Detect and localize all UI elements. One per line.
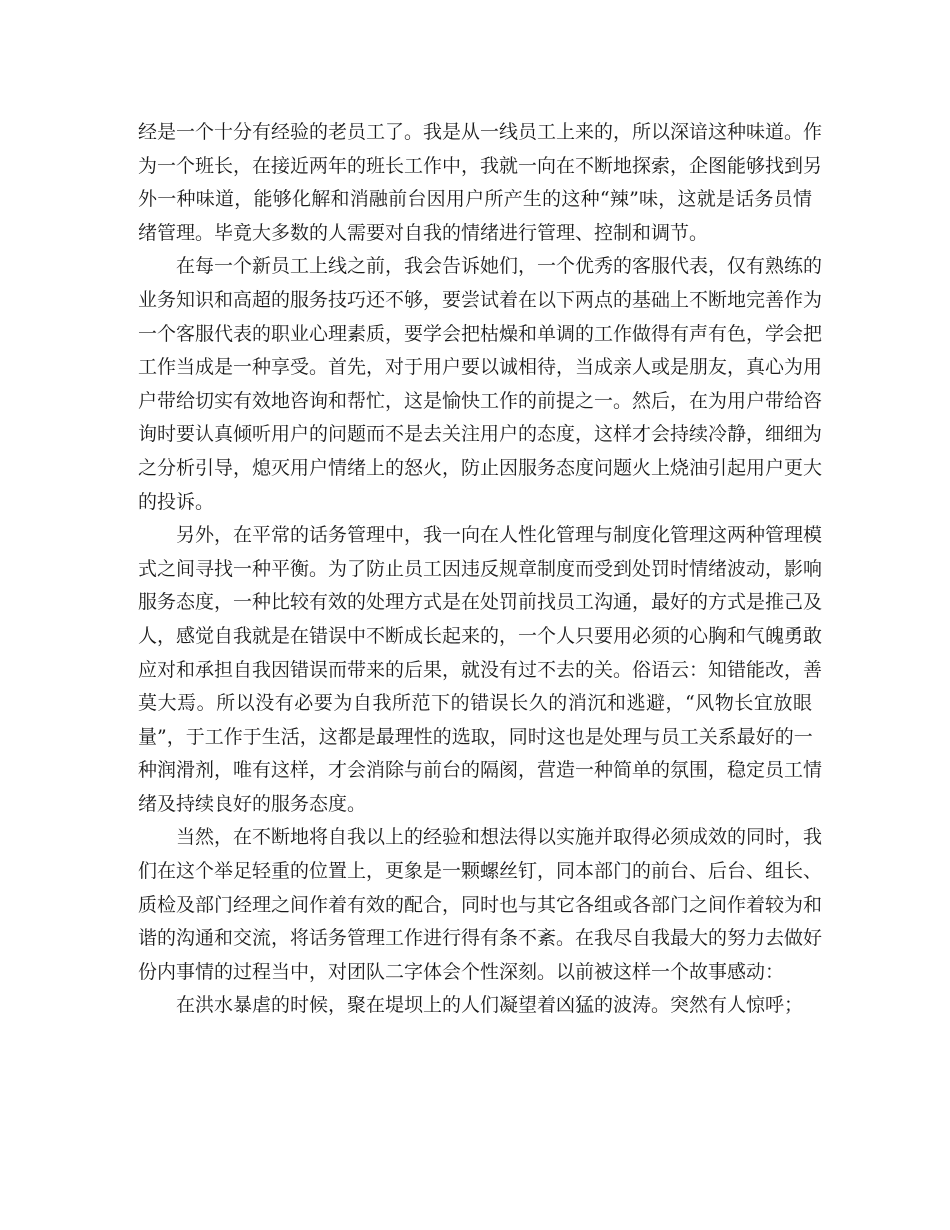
- text-line: 服务态度，一种比较有效的处理方式是在处罚前找员工沟通，最好的方式是推己及: [138, 591, 823, 614]
- text-line: 种润滑剂，唯有这样，才会消除与前台的隔阂，营造一种简单的氛围，稳定员工情: [138, 759, 823, 782]
- paragraph-4: [138, 821, 823, 989]
- text-line: 询时要认真倾听用户的问题而不是去关注用户的态度，这样才会持续冷静，细细为: [138, 423, 823, 446]
- paragraph-5: [138, 989, 812, 1023]
- text-line: 经是一个十分有经验的老员工了。我是从一线员工上来的，所以深谙这种味道。作: [138, 121, 823, 143]
- paragraph-3: [138, 519, 823, 821]
- text-line: 一个客服代表的职业心理素质，要学会把枯燥和单调的工作做得有声有色，学会把: [138, 322, 823, 345]
- document-body: [138, 116, 823, 1023]
- text-line: 的投诉。: [138, 490, 215, 513]
- text-line: 业务知识和高超的服务技巧还不够，要尝试着在以下两点的基础上不断地完善作为: [138, 288, 823, 311]
- text-line: 质检及部门经理之间作着有效的配合，同时也与其它各组或各部门之间作着较为和: [138, 893, 823, 916]
- text-line: 户带给切实有效地咨询和帮忙，这是愉快工作的前提之一。然后，在为用户带给咨: [138, 389, 823, 412]
- text-line: 为一个班长，在接近两年的班长工作中，我就一向在不断地探索，企图能够找到另: [138, 154, 823, 177]
- text-line: 式之间寻找一种平衡。为了防止员工因违反规章制度而受到处罚时情绪波动，影响: [138, 557, 823, 580]
- text-line: 莫大焉。所以没有必要为自我所范下的错误长久的消沉和逃避，“风物长宜放眼: [138, 692, 812, 715]
- text-line: 们在这个举足轻重的位置上，更象是一颗螺丝钉，同本部门的前台、后台、组长、: [138, 860, 823, 883]
- text-line: 当然，在不断地将自我以上的经验和想法得以实施并取得必须成效的同时，我: [176, 826, 823, 849]
- text-line: 量”，于工作于生活，这都是最理性的选取，同时这也是处理与员工关系最好的一: [138, 725, 813, 748]
- text-line: 份内事情的过程当中，对团队二字体会个性深刻。以前被这样一个故事感动：: [138, 960, 785, 983]
- paragraph-2: [138, 250, 823, 519]
- text-line: 在洪水暴虐的时候，聚在堤坝上的人们凝望着凶猛的波涛。突然有人惊呼；: [176, 994, 804, 1017]
- text-line: 人，感觉自我就是在错误中不断成长起来的，一个人只要用必须的心胸和气魄勇敢: [138, 624, 823, 647]
- text-line: 外一种味道，能够化解和消融前台因用户所产生的这种“辣”味，这就是话务员情: [138, 188, 812, 211]
- text-line: 工作当成是一种享受。首先，对于用户要以诚相待，当成亲人或是朋友，真心为用: [138, 356, 823, 379]
- text-line: 谐的沟通和交流，将话务管理工作进行得有条不紊。在我尽自我最大的努力去做好: [138, 927, 823, 950]
- paragraph-1: [138, 116, 823, 250]
- text-line: 之分析引导，熄灭用户情绪上的怒火，防止因服务态度问题火上烧油引起用户更大: [138, 456, 823, 479]
- text-line: 应对和承担自我因错误而带来的后果，就没有过不去的关。俗语云：知错能改，善: [138, 658, 823, 681]
- text-line: 另外，在平常的话务管理中，我一向在人性化管理与制度化管理这两种管理模: [176, 524, 823, 547]
- text-line: 绪及持续良好的服务态度。: [138, 792, 367, 815]
- text-line: 绪管理。毕竟大多数的人需要对自我的情绪进行管理、控制和调节。: [138, 221, 709, 244]
- text-line: 在每一个新员工上线之前，我会告诉她们，一个优秀的客服代表，仅有熟练的: [176, 255, 823, 278]
